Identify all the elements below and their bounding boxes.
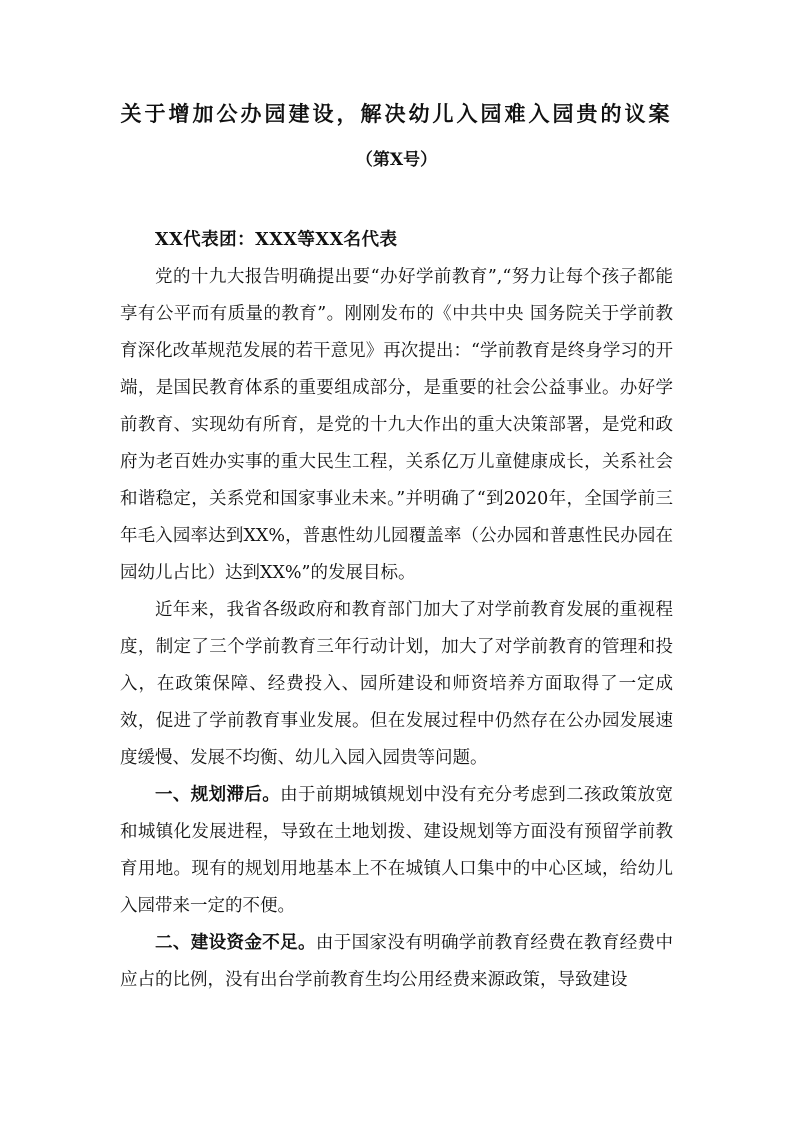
paragraph — [120, 777, 673, 925]
section-heading: 一、规划滞后。 — [155, 785, 281, 805]
paragraph — [120, 925, 673, 999]
paragraph — [120, 592, 673, 777]
delegation-line: XX代表团：XXX等XX名代表 — [155, 230, 398, 250]
document-body — [120, 222, 673, 999]
paragraph-text: 党的十九大报告明确提出要“办好学前教育”,“努力让每个孩子都能享有公平而有质量的教育”。刚刚发布的《中共中央 国务院关于学前教育深化改革规范发展的若干意见》再次提出：“学前教育是终身学习的开端，是国民教育体系的重要组成部分，是重要的社会公益事业。办好学前教育、实现幼有所育，是党的十九大作出的重大决策部署，是党和政府为老百姓办实事的重大民生工程，关系亿万儿童健康成长，关系社会和谐稳定，关系党和国家事业未来。”并明确了“到2020年，全国学前三年毛入园率达到XX%，普惠性幼儿园覆盖率（公办园和普惠性民办园在园幼儿占比）达到XX%”的发展目标。 — [120, 267, 673, 583]
paragraph-text: 由于国家没有明确学前教育经费在教育经费中应占的比例，没有出台学前教育生均公用经费来源政策，导致建设 — [120, 933, 673, 990]
paragraph-text: 由于前期城镇规划中没有充分考虑到二孩政策放宽和城镇化发展进程，导致在土地划拨、建设规划等方面没有预留学前教育用地。现有的规划用地基本上不在城镇人口集中的中心区域，给幼儿入园带来一定的不便。 — [120, 785, 673, 916]
document-number: （第X号） — [355, 150, 438, 170]
paragraph — [120, 259, 673, 592]
paragraph-text: 近年来，我省各级政府和教育部门加大了对学前教育发展的重视程度，制定了三个学前教育三年行动计划，加大了对学前教育的管理和投入，在政策保障、经费投入、园所建设和师资培养方面取得了一定成效，促进了学前教育事业发展。但在发展过程中仍然存在公办园发展速度缓慢、发展不均衡、幼儿入园入园贵等问题。 — [120, 600, 673, 768]
section-heading: 二、建设资金不足。 — [155, 933, 316, 953]
document-title: 关于增加公办园建设，解决幼儿入园难入园贵的议案 — [120, 101, 673, 126]
